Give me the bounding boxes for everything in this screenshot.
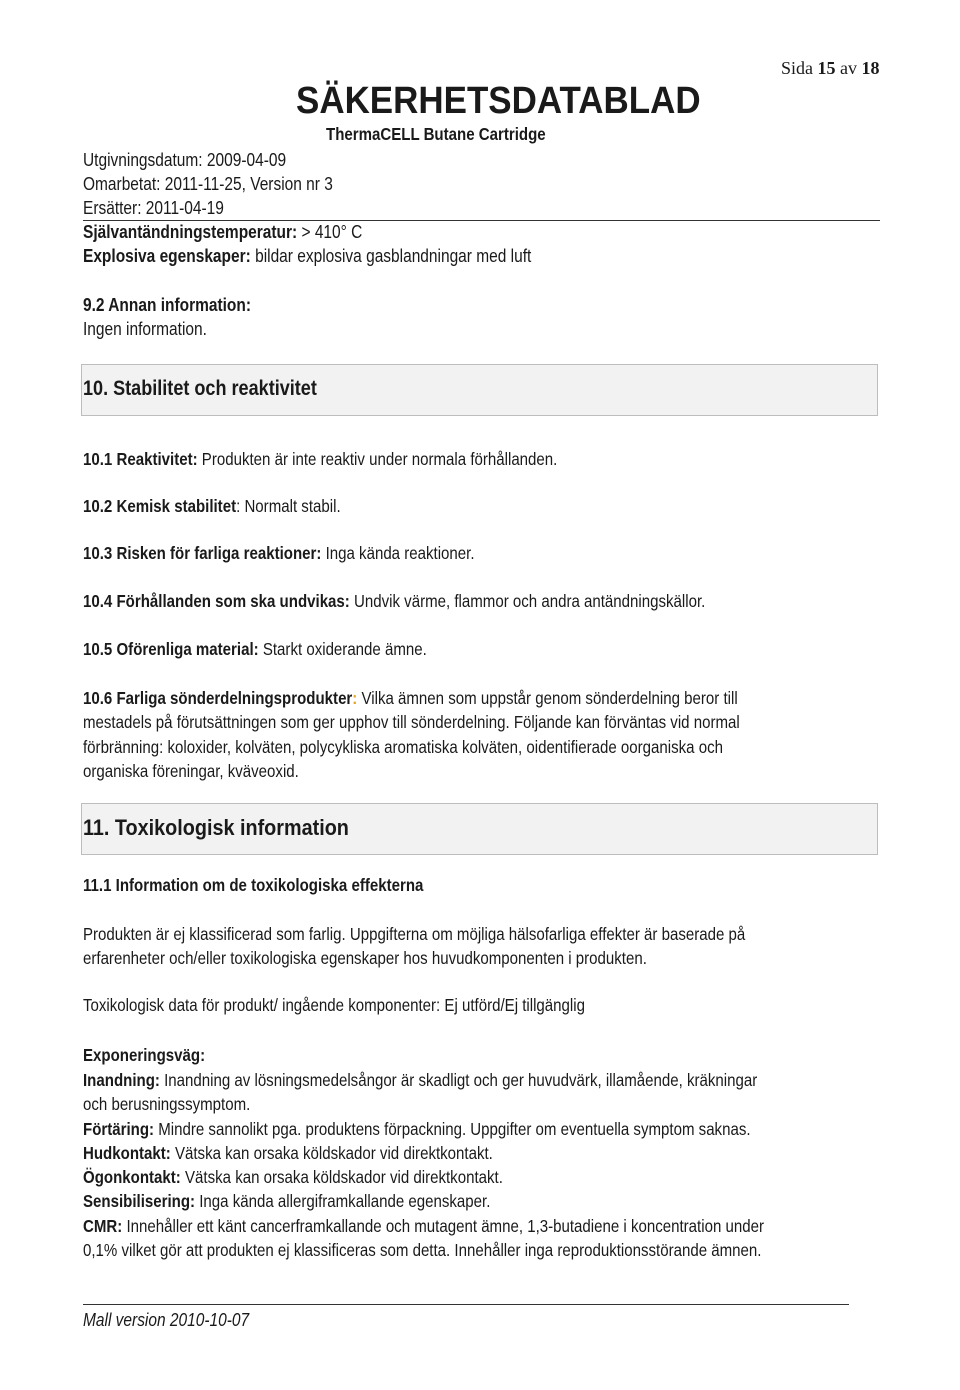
replaces-date: Ersätter: 2011-04-19 [83, 198, 224, 218]
inhalation-line: Inandning: Inandning av lösningsmedelsångor är skadligt och ger huvudvärk, illamående, kräkningar [83, 1070, 758, 1090]
exposure-routes: Inandning: Inandning av lösningsmedelsångor är skadligt och ger huvudvärk, illamående, kräkningar och berusningssymptom. Förtäring: Mindre sannolikt pga. produktens förpackning. Uppgifter om eventuella symptom saknas. Hudkontakt: Vätska kan orsaka köldskador vid direktkontakt. Ögonkontakt: Vätska kan orsaka köldskador vid direktkontakt. Sensibilisering: Inga kända allergiframkallande egenskaper. CMR: Innehåller ett känt cancerframkallande och mutagent ämne, 1,3-butadiene i koncentration under 0,1% vilket gör att produkten ej klassificeras som detta. Innehåller inga reproduktionsstörande ämnen. [83, 1068, 873, 1262]
exposure-heading: Exponeringsväg: [83, 1045, 206, 1065]
autoignition-line: Självantändningstemperatur: > 410° C [83, 222, 363, 242]
issue-date: Utgivningsdatum: 2009-04-09 [83, 150, 287, 170]
other-info-text: Ingen information. [83, 319, 207, 339]
toxicology-data-line: Toxikologisk data för produkt/ ingående komponenter: Ej utförd/Ej tillgänglig [83, 995, 585, 1015]
header-divider [83, 220, 880, 221]
page-current: 15 [817, 58, 836, 78]
page-of: av [840, 58, 858, 78]
sensitization-line: Sensibilisering: Inga kända allergiframkallande egenskaper. [83, 1191, 491, 1212]
page-label: Sida [781, 58, 814, 78]
revision-info: Omarbetat: 2011-11-25, Version nr 3 [83, 174, 333, 194]
classification-paragraph: Produkten är ej klassificerad som farlig. Uppgifterna om möjliga hälsofarliga effekter är baserade på erfarenheter och/eller toxikologiska egenskaper hos huvudkomponenten i produkten. [83, 924, 746, 969]
stability-line: 10.2 Kemisk stabilitet: Normalt stabil. [83, 496, 341, 516]
skin-contact-line: Hudkontakt: Vätska kan orsaka köldskador vid direktkontakt. [83, 1142, 493, 1163]
incompatible-materials-line: 10.5 Oförenliga material: Starkt oxiderande ämne. [83, 639, 427, 659]
page-number [781, 58, 880, 79]
toxicology-subheading: 11.1 Information om de toxikologiska effekterna [83, 875, 424, 895]
reactivity-line: 10.1 Reaktivitet: Produkten är inte reaktiv under normala förhållanden. [83, 449, 558, 469]
cmr-line: CMR: Innehåller ett känt cancerframkallande och mutagent ämne, 1,3-butadiene i koncentration under [83, 1215, 764, 1236]
conditions-avoid-line: 10.4 Förhållanden som ska undvikas: Undvik värme, flammor och andra antändningskällor. [83, 591, 706, 611]
accent-colon: : [352, 688, 358, 708]
explosive-line: Explosiva egenskaper: bildar explosiva gasblandningar med luft [83, 246, 532, 266]
ingestion-line: Förtäring: Mindre sannolikt pga. produktens förpackning. Uppgifter om eventuella symptom saknas. [83, 1118, 751, 1139]
other-info-heading: 9.2 Annan information: [83, 295, 251, 315]
page-total: 18 [861, 58, 880, 78]
section-11-heading: 11. Toxikologisk information [83, 815, 349, 840]
decomposition-paragraph: 10.6 Farliga sönderdelningsprodukter: Vilka ämnen som uppstår genom sönderdelning beror till mestadels på förutsättningen som ger upphov till sönderdelning. Följande kan förväntas vid normal förbränning: koloxider, kolväten, polycykliska aromatiska kolväten, oidentifierade oorganiska och organiska föreningar, kväveoxid. [83, 688, 740, 781]
hazardous-reactions-line: 10.3 Risken för farliga reaktioner: Inga kända reaktioner. [83, 543, 475, 563]
section-10-heading: 10. Stabilitet och reaktivitet [83, 377, 317, 400]
product-name: ThermaCELL Butane Cartridge [326, 124, 546, 144]
footer-divider [83, 1304, 849, 1305]
template-version: Mall version 2010-10-07 [83, 1310, 250, 1330]
document-title: SÄKERHETSDATABLAD [296, 80, 701, 122]
eye-contact-line: Ögonkontakt: Vätska kan orsaka köldskador vid direktkontakt. [83, 1167, 503, 1188]
